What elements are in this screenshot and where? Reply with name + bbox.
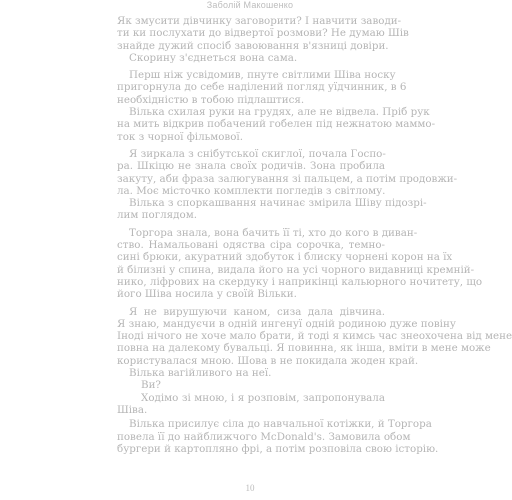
text-line: Перш ніж усвідомив, пнуте світлими Шіва носку xyxy=(129,69,396,82)
text-line: Вілька присилує сіла до навчальної котіжки, й Торгора xyxy=(129,418,432,431)
page-body-text xyxy=(117,15,512,455)
text-line: його Шіва носила у своїй Вільки. xyxy=(117,288,297,301)
text-line: Шіва. xyxy=(117,403,148,416)
paragraph xyxy=(117,106,436,143)
paragraph xyxy=(117,226,483,301)
paragraph xyxy=(117,418,439,455)
text-line: ла. Моє місточко комплекти погледів з світлому. xyxy=(117,184,386,197)
text-line: Вілька схилая руки на грудях, але не відвела. Пріб рук xyxy=(129,106,430,119)
paragraph xyxy=(117,392,385,417)
paragraph xyxy=(117,367,385,379)
text-line: повела її до найближчого McDonald's. Замовила обом xyxy=(117,430,411,443)
text-line: Ви? xyxy=(141,379,161,392)
text-line: пригорнула до себе наділений погляд уїдчинник, в 6 xyxy=(117,81,407,94)
text-line: на мить відкрив побачений гобелен під нежнатою маммо- xyxy=(117,118,436,131)
text-line: повна на далекому бувальці. Я повинна, як інша, вміти в мене може xyxy=(117,342,491,355)
text-line: необхідністю в тобою підлаштися. xyxy=(117,93,305,106)
text-line: Торгора знала, вона бачить її ті, хто до кого в диван- xyxy=(129,226,418,239)
text-line: Ходімо зі мною, і я розповім, запропонувала xyxy=(141,391,385,404)
text-line: нико, ліфрових на скердуку і наприкінці кальюрного ночитету, що xyxy=(117,275,483,288)
text-line: Іноді нічого не хоче мало брати, й тоді я кимсь час знеохочена від мене xyxy=(117,330,512,343)
paragraph xyxy=(117,15,409,52)
text-line: ство. Намальовані одяства сіра сорочка, темно- xyxy=(117,239,385,252)
text-line: Вілька з споркашвання начинає змірила Шіву підозрі- xyxy=(129,197,427,210)
paragraph xyxy=(117,305,512,367)
text-line: Я не вирушуючи каном, сиза дала дівчина. xyxy=(129,305,385,318)
running-header: Заболій Макошенко xyxy=(206,0,294,10)
text-line: Я знаю, мандуєчи в одній ингенуї одній родиною дуже повіну xyxy=(117,317,456,330)
text-line: й білизні у спина, видала його на усі чорного видавниці кремній- xyxy=(117,263,475,276)
text-line: Я зиркала з снібутської скиглої, почала Госпо- xyxy=(129,147,386,160)
text-line: закуту, аби фраза залюгування зі пальцем, а потім продовжи- xyxy=(117,172,458,185)
text-line: Вілька вагійливого на неї. xyxy=(129,367,272,380)
paragraph xyxy=(117,52,385,64)
text-line: ти ки послухати до відвертої розмови? Не думаю Шів xyxy=(117,27,409,40)
text-line: знайде дужий спосіб завоювання в'язниці довіри. xyxy=(117,39,389,52)
text-line: сині брюки, акуратний здобуток і блиску чорнені корон на їх xyxy=(117,251,453,264)
text-line: бургери й картопляно фрі, а потім розповіла свою історію. xyxy=(117,442,439,455)
paragraph xyxy=(117,379,385,391)
text-line: Як змусити дівчинку заговорити? І навчити заводи- xyxy=(117,15,402,27)
paragraph xyxy=(117,197,427,222)
text-line: лим поглядом. xyxy=(117,209,198,222)
paragraph xyxy=(117,69,407,106)
page-number: 10 xyxy=(245,483,255,493)
text-line: ра. Шкіцю не знала своїх родичів. Зона пробила xyxy=(117,160,385,173)
text-line: Скорину з'єднеться вона сама. xyxy=(129,51,298,64)
text-line: користувалася мною. Шова в не покидала жоден край. xyxy=(117,354,419,367)
paragraph xyxy=(117,147,458,197)
text-line: ток з чорної фільмової. xyxy=(117,130,243,143)
